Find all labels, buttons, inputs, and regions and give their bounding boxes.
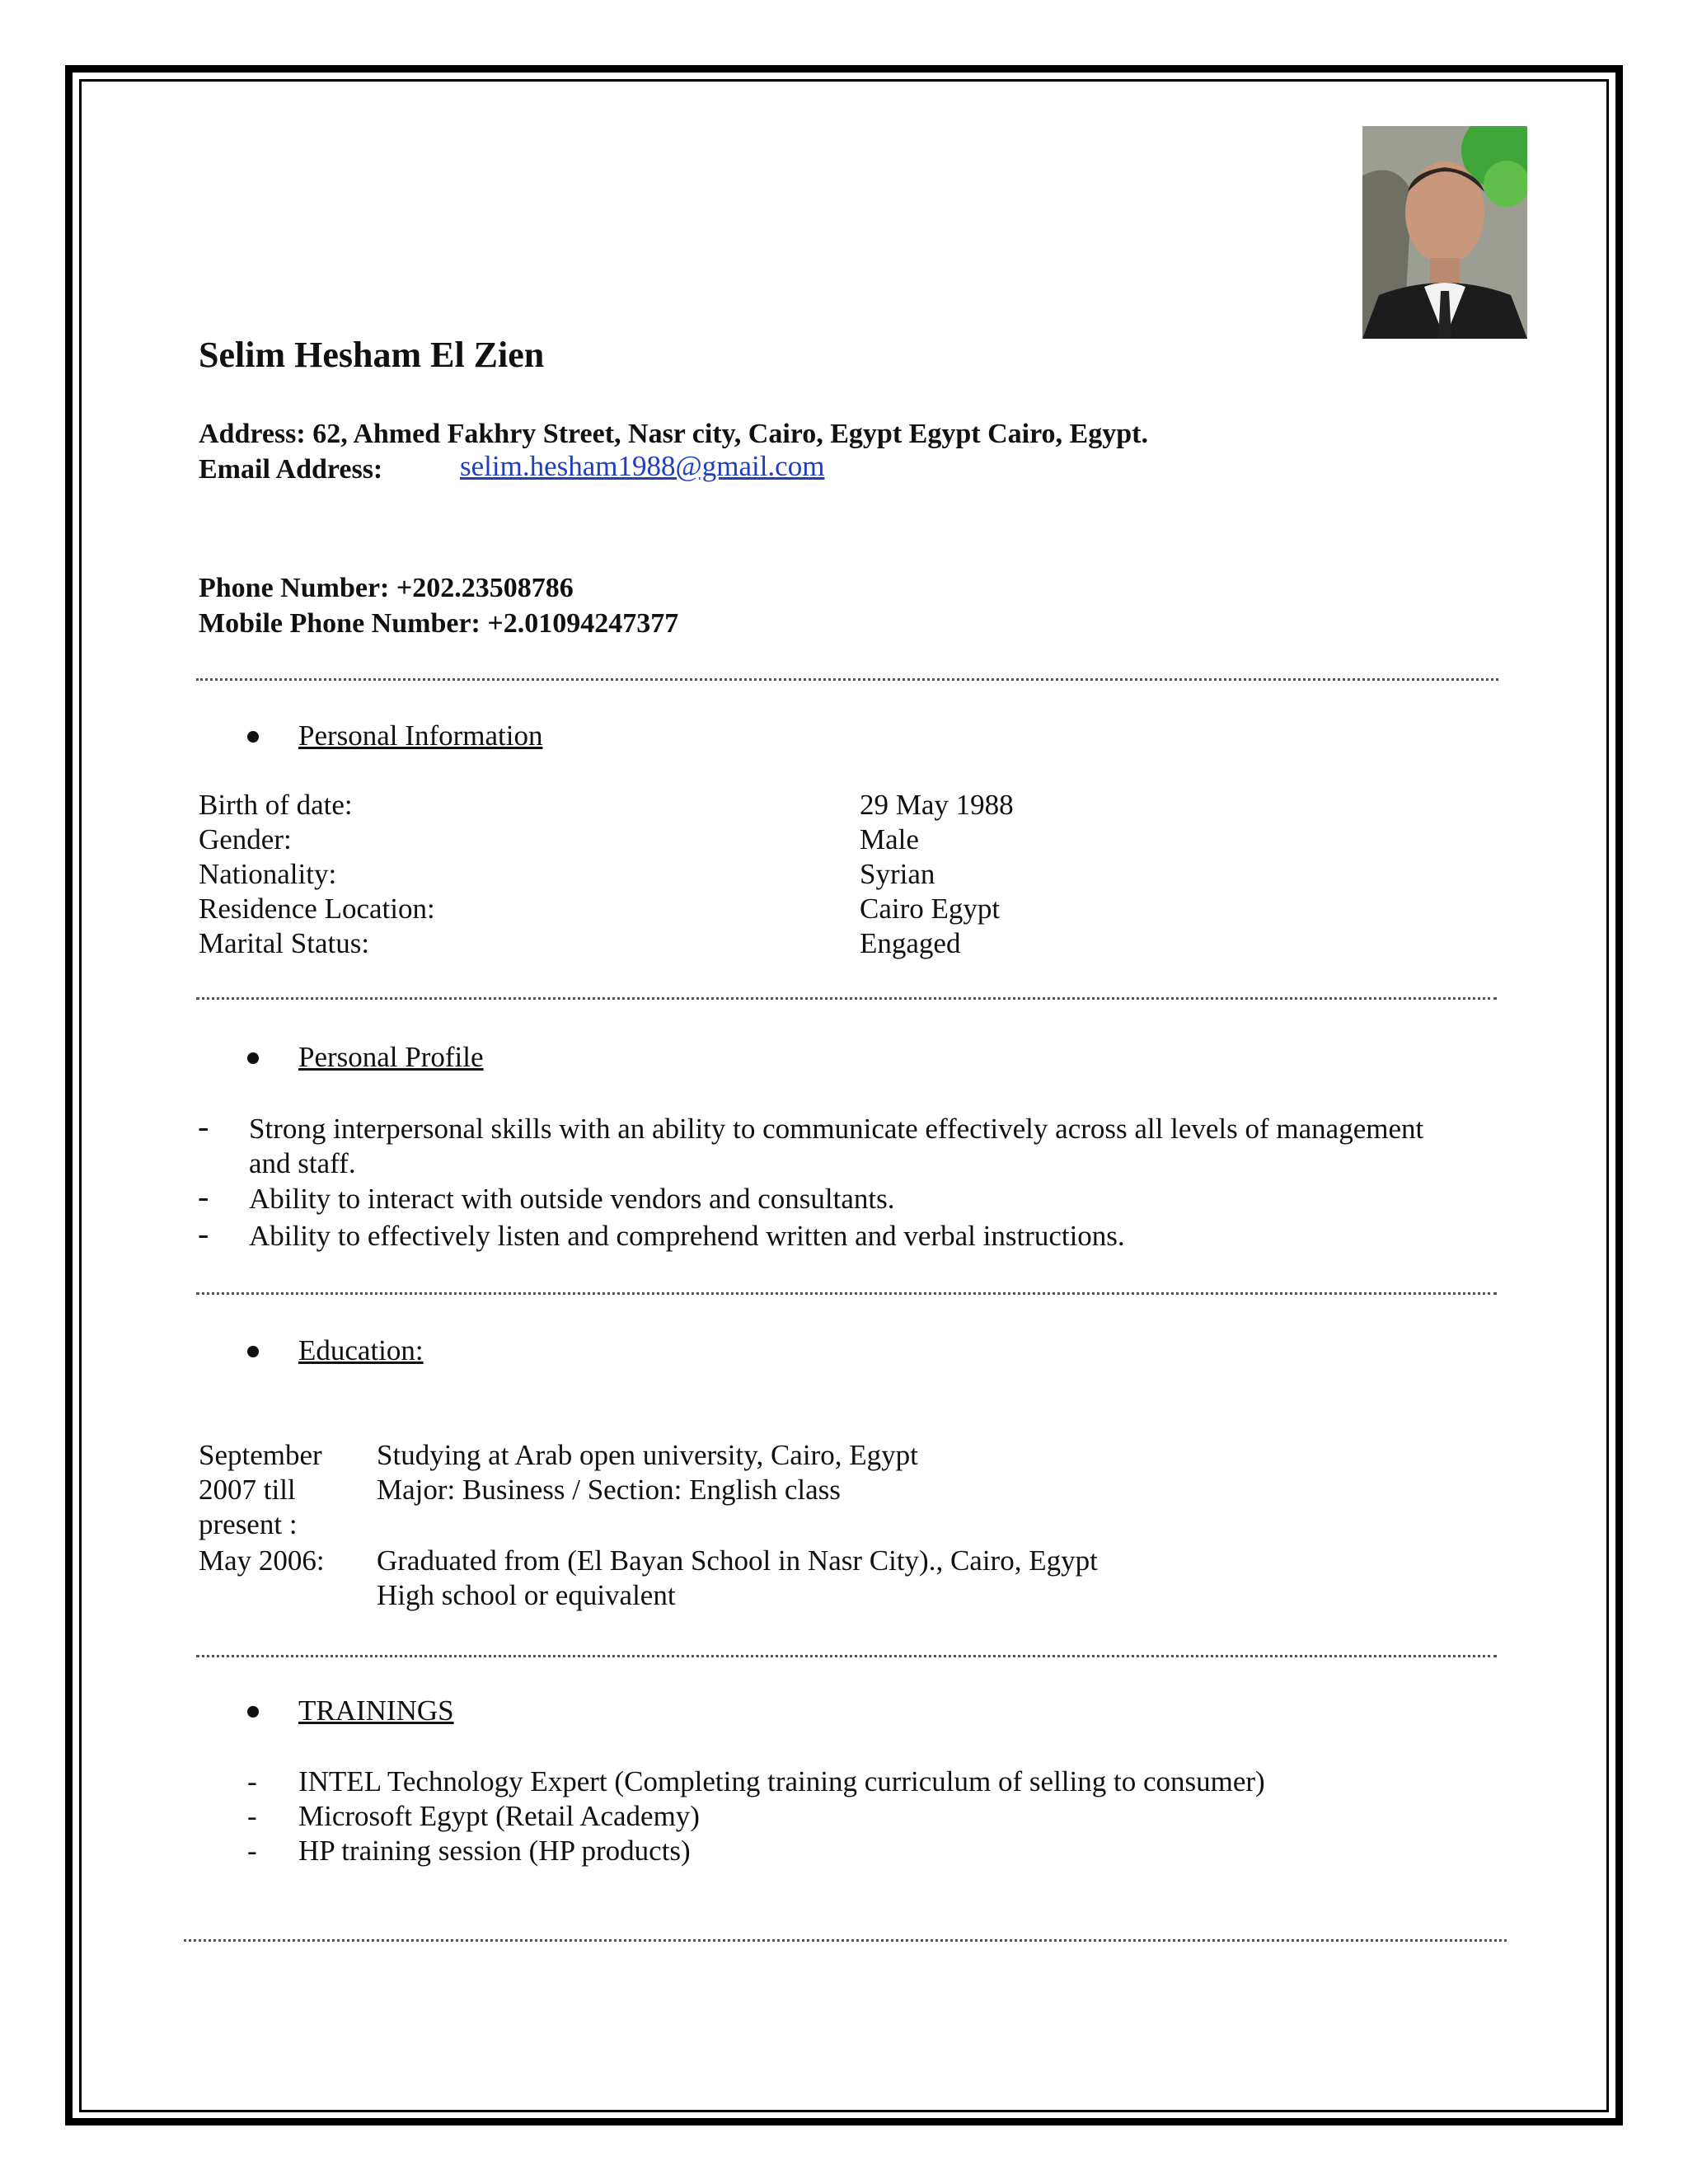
email-label: Email Address: xyxy=(199,454,383,485)
education-date: September xyxy=(199,1439,322,1471)
section-divider xyxy=(196,678,1498,681)
training-item: Microsoft Egypt (Retail Academy) xyxy=(298,1800,700,1832)
profile-item: Strong interpersonal skills with an ability to communicate effectively across all levels of management xyxy=(249,1113,1424,1145)
education-detail: Major: Business / Section: English class xyxy=(377,1474,841,1506)
marital-status-value: Engaged xyxy=(860,927,961,959)
bullet-icon xyxy=(247,1346,259,1357)
education-detail: Graduated from (El Bayan School in Nasr City)., Cairo, Egypt xyxy=(377,1544,1098,1577)
residence-label: Residence Location: xyxy=(199,893,435,925)
phone-number: Phone Number: +202.23508786 xyxy=(199,573,574,603)
profile-item-continuation: and staff. xyxy=(249,1147,356,1179)
profile-item: Ability to effectively listen and comprehend written and verbal instructions. xyxy=(249,1220,1125,1252)
bullet-icon xyxy=(247,1052,259,1064)
gender-value: Male xyxy=(860,823,919,855)
personal-profile-heading: Personal Profile xyxy=(298,1041,484,1073)
birth-date-label: Birth of date: xyxy=(199,789,353,821)
nationality-value: Syrian xyxy=(860,858,935,890)
address-line: Address: 62, Ahmed Fakhry Street, Nasr city, Cairo, Egypt Egypt Cairo, Egypt. xyxy=(199,419,1148,449)
birth-date-value: 29 May 1988 xyxy=(860,789,1014,821)
list-dash: - xyxy=(198,1178,209,1215)
bullet-icon xyxy=(247,731,259,743)
email-link[interactable]: selim.hesham1988@gmail.com xyxy=(460,450,825,482)
marital-status-label: Marital Status: xyxy=(199,927,370,959)
training-item: HP training session (HP products) xyxy=(298,1835,691,1867)
bullet-icon xyxy=(247,1706,259,1718)
education-detail: Studying at Arab open university, Cairo, Egypt xyxy=(377,1439,918,1471)
education-date: May 2006: xyxy=(199,1544,325,1577)
nationality-label: Nationality: xyxy=(199,858,337,890)
list-dash: - xyxy=(247,1835,257,1867)
personal-information-heading: Personal Information xyxy=(298,719,543,752)
gender-label: Gender: xyxy=(199,823,292,855)
profile-item: Ability to interact with outside vendors and consultants. xyxy=(249,1183,895,1215)
trainings-heading: TRAININGS xyxy=(298,1694,454,1727)
list-dash: - xyxy=(247,1800,257,1832)
education-detail: High school or equivalent xyxy=(377,1579,676,1611)
list-dash: - xyxy=(198,1108,209,1145)
section-divider xyxy=(196,1655,1497,1657)
profile-photo xyxy=(1362,126,1527,339)
section-divider xyxy=(196,1292,1497,1295)
mobile-phone-number: Mobile Phone Number: +2.01094247377 xyxy=(199,608,679,639)
list-dash: - xyxy=(247,1765,257,1797)
list-dash: - xyxy=(198,1215,209,1252)
education-heading: Education: xyxy=(298,1334,424,1366)
education-date: 2007 till xyxy=(199,1474,296,1506)
candidate-name: Selim Hesham El Zien xyxy=(199,335,545,375)
section-divider xyxy=(196,997,1497,1000)
education-date: present : xyxy=(199,1508,298,1540)
training-item: INTEL Technology Expert (Completing training curriculum of selling to consumer) xyxy=(298,1765,1265,1797)
section-divider xyxy=(184,1939,1507,1942)
residence-value: Cairo Egypt xyxy=(860,893,1001,925)
